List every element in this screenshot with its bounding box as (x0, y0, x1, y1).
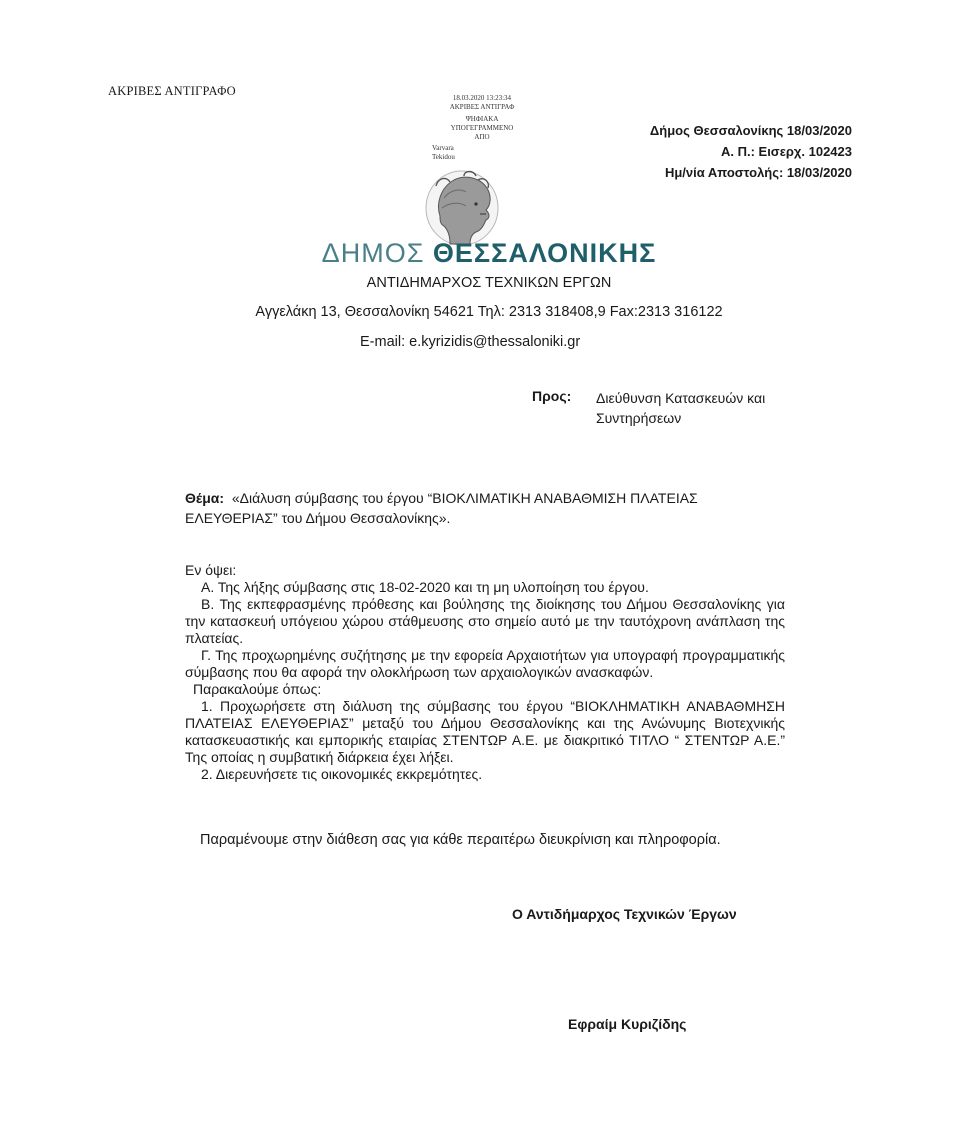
body-point-c: Γ. Της προχωρημένης συζήτησης με την εφορεία Αρχαιοτήτων για υπογραφή προγραμματικής σύμβασης που θα αφορά την ολοκλήρωση των αρχαιολογικών ανασκαφών. (185, 647, 785, 680)
office-title: ΑΝΤΙΔΗΜΑΡΧΟΣ ΤΕΧΝΙΚΩΝ ΕΡΓΩΝ (366, 275, 612, 291)
protocol-line: Α. Π.: Εισερχ. 102423 (720, 144, 852, 159)
subject-text: «Διάλυση σύμβασης του έργου “ΒΙΟΚΛΙΜΑΤΙΚΗ ΑΝΑΒΑΘΜΙΣΗ ΠΛΑΤΕΙΑΣ ΕΛΕΥΘΕΡΙΑΣ” του Δήμου Θεσσαλονίκης». (185, 490, 698, 526)
body-point-b: Β. Της εκπεφρασμένης πρόθεσης και βούλησης της διοίκησης του Δήμου Θεσσαλονίκης για την κατασκευή υπόγειου χώρου στάθμευσης στο σημείο αυτό με την ταυτόχρονη ανάπλαση της πλατείας. (185, 596, 785, 646)
stamp-copy: ΑΚΡΙΒΕΣ ΑΝΤΙΓΡΑΦ (449, 103, 515, 111)
stamp-name-1: Varvara (432, 144, 454, 152)
subject-label: Θέμα: (185, 490, 225, 506)
stamp-signed-2: ΥΠΟΓΕΓΡΑΜΜΕΝΟ (450, 124, 514, 132)
body-item-1: 1. Προχωρήσετε στη διάλυση της σύμβασης του έργου “ΒΙΟΚΛΗΜΑΤΙΚΗ ΑΝΑΒΑΘΜΗΣΗ ΠΛΑΤΕΙΑΣ ΕΛΕΥΘΕΡΙΑΣ” μεταξύ του Δήμου Θεσσαλονίκης και της Ανώνυμης Βιοτεχνικής κατασκευαστικής και εμπορικής εταιρίας ΣΤΕΝΤΩΡ Α.Ε. με διακριτικό ΤΙΤΛΟ “ ΣΤΕΝΤΩΡ Α.Ε.” Της οποίας η συμβατική διάρκεια έχει λήξει. (185, 698, 785, 765)
recipient-label: Προς: (532, 388, 572, 404)
stamp-signed-3: ΑΠΟ (474, 133, 490, 141)
body-point-a: Α. Της λήξης σύμβασης στις 18-02-2020 και τη μη υλοποίηση του έργου. (201, 579, 649, 595)
dispatch-line: Ημ/νία Αποστολής: 18/03/2020 (664, 165, 852, 180)
recipient-value: Διεύθυνση Κατασκευών και Συντηρήσεων (596, 390, 766, 426)
reference-block (650, 120, 852, 183)
municipality-city: ΘΕΣΣΑΛΟΝΙΚΗΣ (432, 238, 657, 268)
stamp-name-2: Tekidou (432, 153, 455, 161)
office-email: E-mail: e.kyrizidis@thessaloniki.gr (360, 334, 581, 350)
stamp-signed-1: ΨΗΦΙΑΚΑ (465, 115, 499, 123)
subject (185, 488, 785, 528)
office-address: Αγγελάκη 13, Θεσσαλονίκη 54621 Τηλ: 2313 318408,9 Fax:2313 316122 (255, 304, 723, 320)
closing-line: Παραμένουμε στην διάθεση σας για κάθε περαιτέρω διευκρίνιση και πληροφορία. (200, 832, 721, 848)
copy-stamp: ΑΚΡΙΒΕΣ ΑΝΤΙΓΡΑΦΟ (108, 84, 236, 98)
stamp-datetime: 18.03.2020 13:23:34 (452, 94, 512, 102)
signature-name: Εφραίμ Κυριζίδης (568, 1016, 687, 1032)
municipality-name (0, 238, 978, 269)
municipality-prefix: ΔΗΜΟΣ (321, 238, 425, 268)
letter-body (185, 562, 785, 783)
digital-signature-stamp (432, 94, 542, 162)
signature-title: Ο Αντιδήμαρχος Τεχνικών Έργων (512, 906, 737, 922)
date-line: Δήμος Θεσσαλονίκης 18/03/2020 (649, 123, 852, 138)
body-request: Παρακαλούμε όπως: (193, 681, 322, 697)
body-item-2: 2. Διερευνήσετε τις οικονομικές εκκρεμότητες. (201, 766, 483, 782)
alexander-head-emblem-icon (420, 168, 504, 248)
body-intro: Εν όψει: (185, 562, 237, 578)
